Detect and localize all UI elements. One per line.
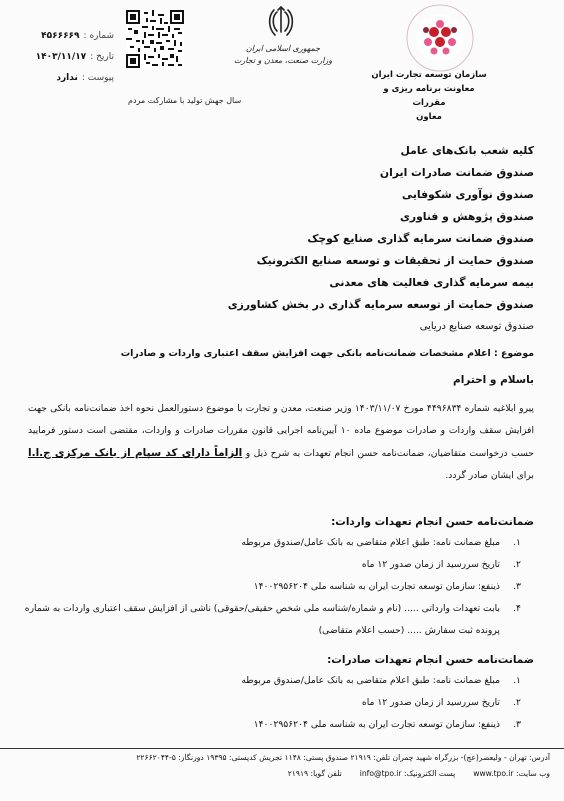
qr-code-icon bbox=[126, 10, 184, 68]
footer-contacts bbox=[10, 769, 550, 778]
list-item: ۴. بابت تعهدات وارداتی ..... (نام و شماره/شناسه ملی شخص حقیقی/حقوقی) ناشی از افزایش سقف اعتباری واردات به شماره پرونده ثبت سفارش ..... (حسب اعلام متقاضی) bbox=[24, 603, 521, 636]
list-item: ۱. مبلغ ضمانت نامه: طبق اعلام متقاضی به بانک عامل/صندوق مربوطه bbox=[241, 537, 521, 548]
list-item: ۳. ذینفع: سازمان توسعه تجارت ایران به شناسه ملی ۱۴۰۰۲۹۵۶۲۰۴ bbox=[253, 581, 521, 592]
body-text: پیرو ابلاغیه شماره ۴۴۹۶۸۳۴ مورخ ۱۴۰۳/۱۱/۰۷ وزیر صنعت، معدن و تجارت با موضوع دستورالعمل نحوه اخذ ضمانت‌نامه بانکی جهت افزایش سقف واردات و صادرات موضوع ماده ۱۰ آیین‌نامه اجرایی قانون مقررات صادرات و واردات، مقتضی است دستور فرمایید حسب درخواست متقاضیان، ضمانت‌نامه حسن انجام تعهدات به شرح ذیل و bbox=[28, 403, 534, 459]
recipient: صندوق ضمانت صادرات ایران bbox=[379, 166, 534, 179]
letter-date: تاریخ : ۱۴۰۳/۱۱/۱۷ bbox=[35, 52, 114, 62]
recipient: صندوق توسعه صنایع دریایی bbox=[419, 321, 534, 332]
letter-attachment: پیوست : ندارد bbox=[56, 73, 114, 83]
recipient: کلیه شعب بانک‌های عامل bbox=[400, 144, 534, 157]
org-deputy: معاونت برنامه ریزی و مقررات bbox=[383, 84, 475, 108]
org-role: معاون bbox=[416, 112, 442, 122]
import-guarantee-section bbox=[24, 512, 534, 642]
export-guarantee-section bbox=[24, 650, 534, 736]
footer-phone: تلفن گویا: ۲۱۹۱۹ bbox=[287, 769, 342, 778]
letter-footer bbox=[0, 748, 564, 801]
ministry-title: وزارت صنعت، معدن و تجارت bbox=[233, 56, 333, 65]
greeting: باسلام و احترام bbox=[453, 374, 534, 386]
recipient: صندوق حمایت از تحقیقات و توسعه صنایع الکترونیک bbox=[256, 254, 534, 267]
recipient: بیمه سرمایه گذاری فعالیت های معدنی bbox=[329, 276, 534, 289]
body-highlight: الزاماً دارای کد سپام از بانک مرکزی ج.ا.ا bbox=[28, 447, 243, 459]
list-item: ۲. تاریخ سررسید از زمان صدور ۱۲ ماه bbox=[361, 697, 521, 708]
list-item: ۳. ذینفع: سازمان توسعه تجارت ایران به شناسه ملی ۱۴۰۰۲۹۵۶۲۰۴ bbox=[253, 719, 521, 730]
recipient: صندوق حمایت از توسعه سرمایه گذاری در بخش کشاورزی bbox=[227, 298, 534, 311]
letter-number: شماره : ۴۵۶۶۶۶۹ bbox=[41, 31, 114, 41]
letter-header bbox=[0, 0, 564, 140]
footer-email[interactable]: پست الکترونیک: info@tpo.ir bbox=[359, 769, 456, 778]
recipient: صندوق ضمانت سرمایه گذاری صنایع کوچک bbox=[307, 232, 534, 245]
organization-block bbox=[370, 68, 488, 124]
recipients-list bbox=[14, 140, 534, 338]
letter-subject: موضوع : اعلام مشخصات ضمانت‌نامه بانکی جهت افزایش سقف اعتباری واردات و صادرات bbox=[120, 348, 534, 359]
footer-address: آدرس: تهران - ولیعصر(عج)- بزرگراه شهید چمران تلفن: ۲۱۹۱۹ صندوق پستی: ۱۱۴۸ تجریش کدپستی: ۱۹۳۹۵ دورنگار: ۵-۲۲۶۶۲۰۴۴ bbox=[136, 753, 550, 762]
recipient: صندوق نوآوری شکوفایی bbox=[401, 188, 534, 201]
letter-meta bbox=[14, 26, 114, 89]
org-name: سازمان توسعه تجارت ایران bbox=[371, 70, 487, 80]
tpo-logo-icon bbox=[404, 2, 476, 74]
list-item: ۱. مبلغ ضمانت نامه: طبق اعلام متقاضی به بانک عامل/صندوق مربوطه bbox=[241, 675, 521, 686]
footer-website[interactable]: وب سایت: www.tpo.ir bbox=[473, 769, 550, 778]
government-title: جمهوری اسلامی ایران bbox=[245, 44, 321, 53]
iran-emblem-icon bbox=[268, 6, 294, 40]
year-slogan: سال جهش تولید با مشارکت مردم bbox=[128, 96, 242, 105]
letter-body bbox=[28, 398, 534, 487]
import-section-title: ضمانت‌نامه حسن انجام تعهدات واردات: bbox=[331, 516, 534, 528]
export-section-title: ضمانت‌نامه حسن انجام تعهدات صادرات: bbox=[327, 654, 534, 666]
body-tail: برای ایشان صادر گردد. bbox=[445, 470, 534, 481]
recipient: صندوق پژوهش و فناوری bbox=[399, 210, 534, 223]
list-item: ۲. تاریخ سررسید از زمان صدور ۱۲ ماه bbox=[361, 559, 521, 570]
